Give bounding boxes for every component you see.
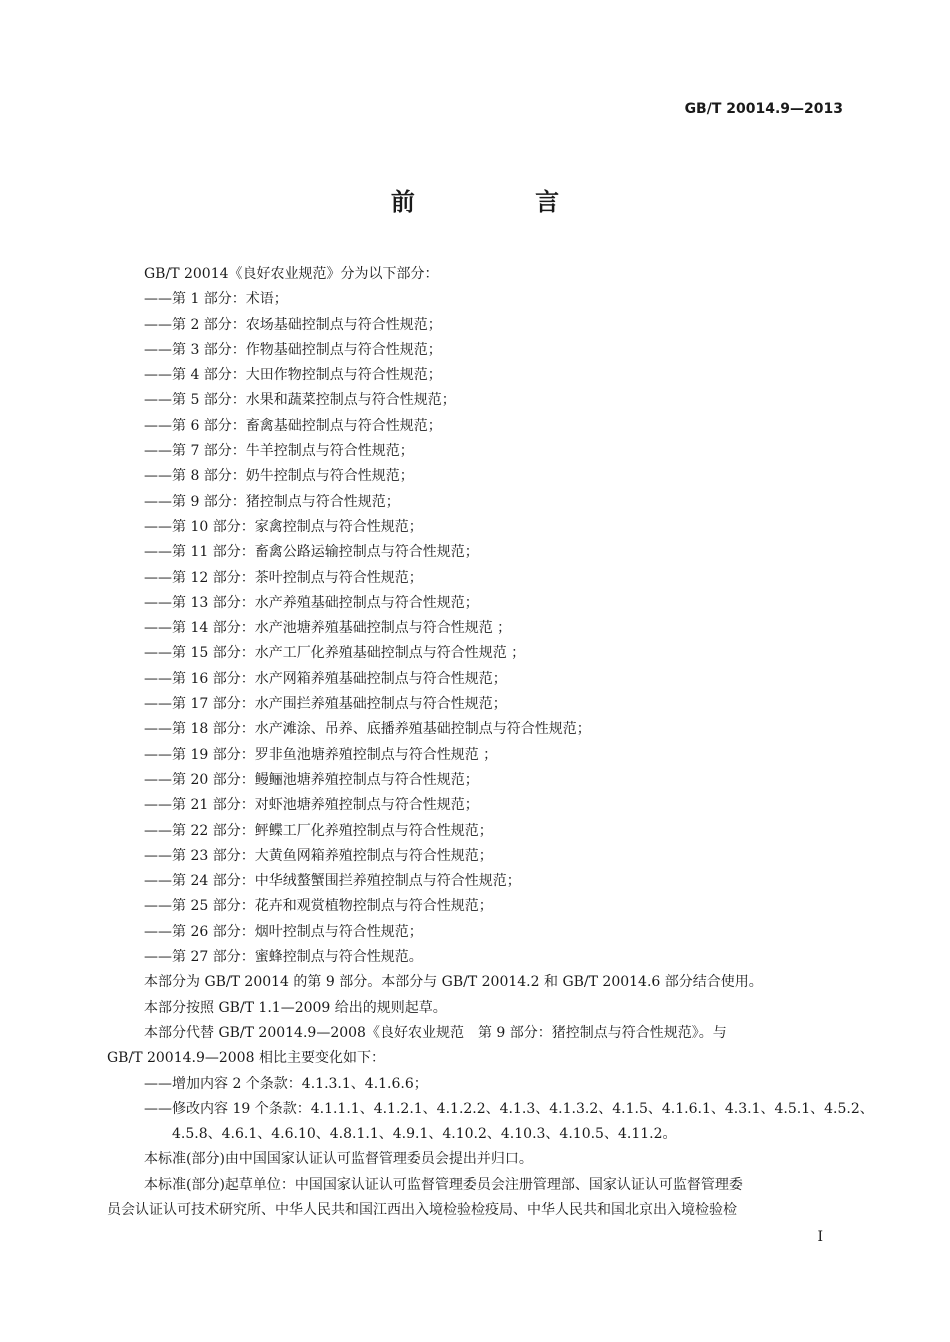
list-item: ——第 12 部分：茶叶控制点与符合性规范； [144, 569, 423, 586]
change-modify-item-line1: ——修改内容 19 个条款：4.1.1.1、4.1.2.1、4.1.2.2、4.1.3、4.1.3.2、4.1.5、4.1.6.1、4.3.1、4.5.1、4.5.2、 [144, 1100, 874, 1117]
list-item: ——第 2 部分：农场基础控制点与符合性规范； [144, 316, 442, 333]
list-item: ——第 9 部分：猪控制点与符合性规范； [144, 493, 400, 510]
list-item: ——第 27 部分：蜜蜂控制点与符合性规范。 [144, 949, 423, 966]
list-item: ——第 13 部分：水产养殖基础控制点与符合性规范； [144, 594, 479, 611]
list-item: ——第 7 部分：牛羊控制点与符合性规范； [144, 443, 414, 460]
list-item: ——第 4 部分：大田作物控制点与符合性规范； [144, 367, 442, 384]
list-item: ——第 3 部分：作物基础控制点与符合性规范； [144, 341, 442, 358]
parts-list [107, 287, 847, 970]
paragraph-replace-line2: GB/T 20014.9—2008 相比主要变化如下： [107, 1050, 385, 1067]
paragraph-drafter-line1: 本标准(部分)起草单位：中国国家认证认可监督管理委员会注册管理部、国家认证认可监督管理委 [144, 1176, 743, 1193]
list-item: ——第 21 部分：对虾池塘养殖控制点与符合性规范； [144, 797, 479, 814]
page-title: 前 言 [390, 188, 616, 216]
list-item: ——第 18 部分：水产滩涂、吊养、底播养殖基础控制点与符合性规范； [144, 721, 591, 738]
paragraph-proposer: 本标准(部分)由中国国家认证认可监督管理委员会提出并归口。 [144, 1151, 533, 1168]
list-item: ——第 1 部分：术语； [144, 291, 288, 308]
change-add-item: ——增加内容 2 个条款：4.1.3.1、4.1.6.6； [144, 1075, 428, 1092]
preface-body [107, 262, 874, 1223]
list-item: ——第 20 部分：鳗鲡池塘养殖控制点与符合性规范； [144, 771, 479, 788]
list-item: ——第 16 部分：水产网箱养殖基础控制点与符合性规范； [144, 670, 507, 687]
list-item: ——第 19 部分：罗非鱼池塘养殖控制点与符合性规范 ； [144, 746, 498, 763]
intro-paragraph: GB/T 20014《良好农业规范》分为以下部分： [144, 266, 439, 282]
list-item: ——第 24 部分：中华绒螯蟹围拦养殖控制点与符合性规范； [144, 873, 521, 890]
paragraph-replace-line1: 本部分代替 GB/T 20014.9—2008《良好农业规范 第 9 部分：猪控制点与符合性规范》。与 [144, 1024, 727, 1041]
paragraph-rules: 本部分按照 GB/T 1.1—2009 给出的规则起草。 [144, 999, 447, 1016]
list-item: ——第 10 部分：家禽控制点与符合性规范； [144, 518, 423, 535]
list-item: ——第 11 部分：畜禽公路运输控制点与符合性规范； [144, 544, 479, 561]
list-item: ——第 22 部分：鲆鲽工厂化养殖控制点与符合性规范； [144, 822, 493, 839]
list-item: ——第 8 部分：奶牛控制点与符合性规范； [144, 468, 414, 485]
list-item: ——第 5 部分：水果和蔬菜控制点与符合性规范； [144, 392, 456, 409]
list-item: ——第 17 部分：水产围拦养殖基础控制点与符合性规范； [144, 696, 507, 713]
list-item: ——第 26 部分：烟叶控制点与符合性规范； [144, 923, 423, 940]
change-modify-item-line2: 4.5.8、4.6.1、4.6.10、4.8.1.1、4.9.1、4.10.2、4.10.3、4.10.5、4.11.2。 [172, 1126, 677, 1143]
list-item: ——第 25 部分：花卉和观赏植物控制点与符合性规范； [144, 898, 493, 915]
list-item: ——第 23 部分：大黄鱼网箱养殖控制点与符合性规范； [144, 847, 493, 864]
list-item: ——第 15 部分：水产工厂化养殖基础控制点与符合性规范 ； [144, 645, 526, 662]
standard-code: GB/T 20014.9—2013 [684, 101, 843, 117]
paragraph-drafter-line2: 员会认证认可技术研究所、中华人民共和国江西出入境检验检疫局、中华人民共和国北京出入境检验检 [107, 1201, 737, 1218]
list-item: ——第 14 部分：水产池塘养殖基础控制点与符合性规范 ； [144, 620, 512, 637]
list-item: ——第 6 部分：畜禽基础控制点与符合性规范； [144, 417, 442, 434]
paragraph-part9: 本部分为 GB/T 20014 的第 9 部分。本部分与 GB/T 20014.2 和 GB/T 20014.6 部分结合使用。 [144, 974, 763, 991]
page-number: I [817, 1229, 823, 1245]
